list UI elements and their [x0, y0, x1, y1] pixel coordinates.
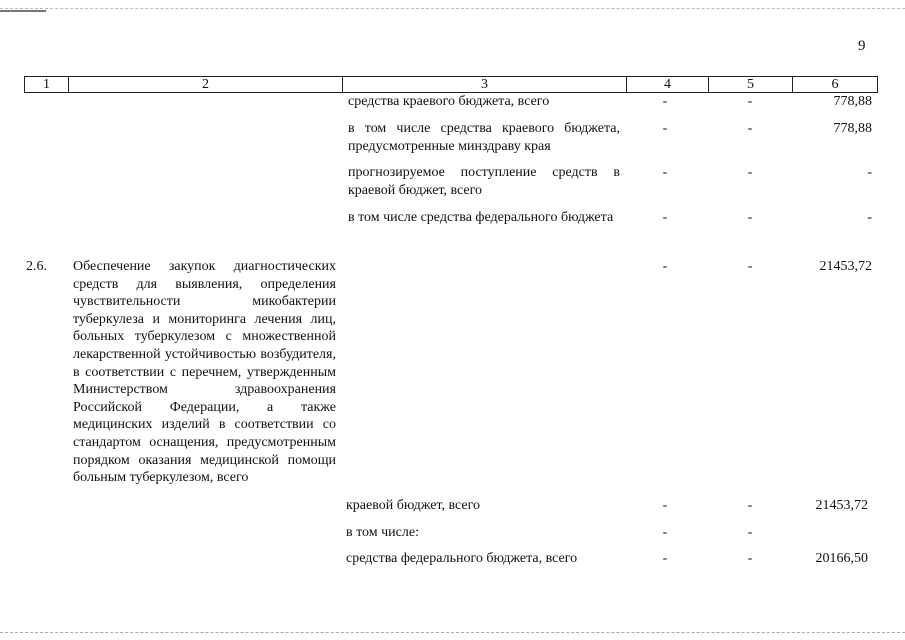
row-text: в том числе средства краевого бюджета, предусмотренные минздраву края — [348, 121, 620, 154]
subrow-text: в том числе: — [346, 525, 419, 540]
subrow-col4: - — [662, 498, 668, 513]
header-col-4: 4 — [627, 77, 709, 92]
scan-edge-mark — [0, 10, 46, 12]
subrow-col6: 20166,50 — [815, 551, 868, 566]
table-header — [24, 76, 878, 93]
row-col5: - — [747, 210, 753, 225]
header-col-2: 2 — [69, 77, 343, 92]
header-col-6: 6 — [831, 77, 839, 92]
row-col6: - — [867, 165, 872, 180]
row-col5: - — [747, 94, 753, 109]
row-col4: - — [662, 94, 668, 109]
item-col6: 21453,72 — [819, 259, 872, 274]
row-col5: - — [747, 121, 753, 136]
item-col5: - — [747, 259, 753, 274]
subrow-col4: - — [662, 525, 668, 540]
subrow-text: краевой бюджет, всего — [346, 498, 481, 513]
row-col4: - — [662, 121, 668, 136]
row-col5: - — [747, 165, 753, 180]
row-text: прогнозируемое поступление средств в краевой бюджет, всего — [348, 165, 620, 198]
header-col-3: 3 — [343, 77, 627, 92]
row-col6: 778,88 — [833, 94, 872, 109]
header-col-5: 5 — [709, 77, 793, 92]
row-col4: - — [662, 210, 668, 225]
subrow-col5: - — [747, 551, 753, 566]
row-text: в том числе средства федерального бюджета — [348, 210, 614, 225]
row-col4: - — [662, 165, 668, 180]
scan-edge-top — [0, 8, 905, 9]
subrow-text: средства федерального бюджета, всего — [346, 551, 578, 566]
subrow-col6: 21453,72 — [815, 498, 868, 513]
subrow-col4: - — [662, 551, 668, 566]
item-description: Обеспечение закупок диагностических средств для выявления, определения чувствительности микобактерии туберкулеза и мониторинга лечения лиц, больных туберкулезом с множественной лекарственной устойчивостью возбудителя, в соответствии с перечнем, утвержденным Министерством здравоохранения Российской Федерации, а также медицинских изделий в соответствии со стандартом оснащения, предусмотренным порядком оказания медицинской помощи больным туберкулезом, всего — [73, 259, 336, 486]
row-text: средства краевого бюджета, всего — [348, 94, 550, 109]
page-number: 9 — [858, 38, 866, 54]
scan-edge-bottom — [0, 632, 905, 633]
header-col-1: 1 — [25, 77, 69, 92]
row-col6: 778,88 — [833, 121, 872, 136]
subrow-col5: - — [747, 498, 753, 513]
item-col4: - — [662, 259, 668, 274]
row-col6: - — [867, 210, 872, 225]
subrow-col5: - — [747, 525, 753, 540]
item-number: 2.6. — [26, 259, 47, 274]
